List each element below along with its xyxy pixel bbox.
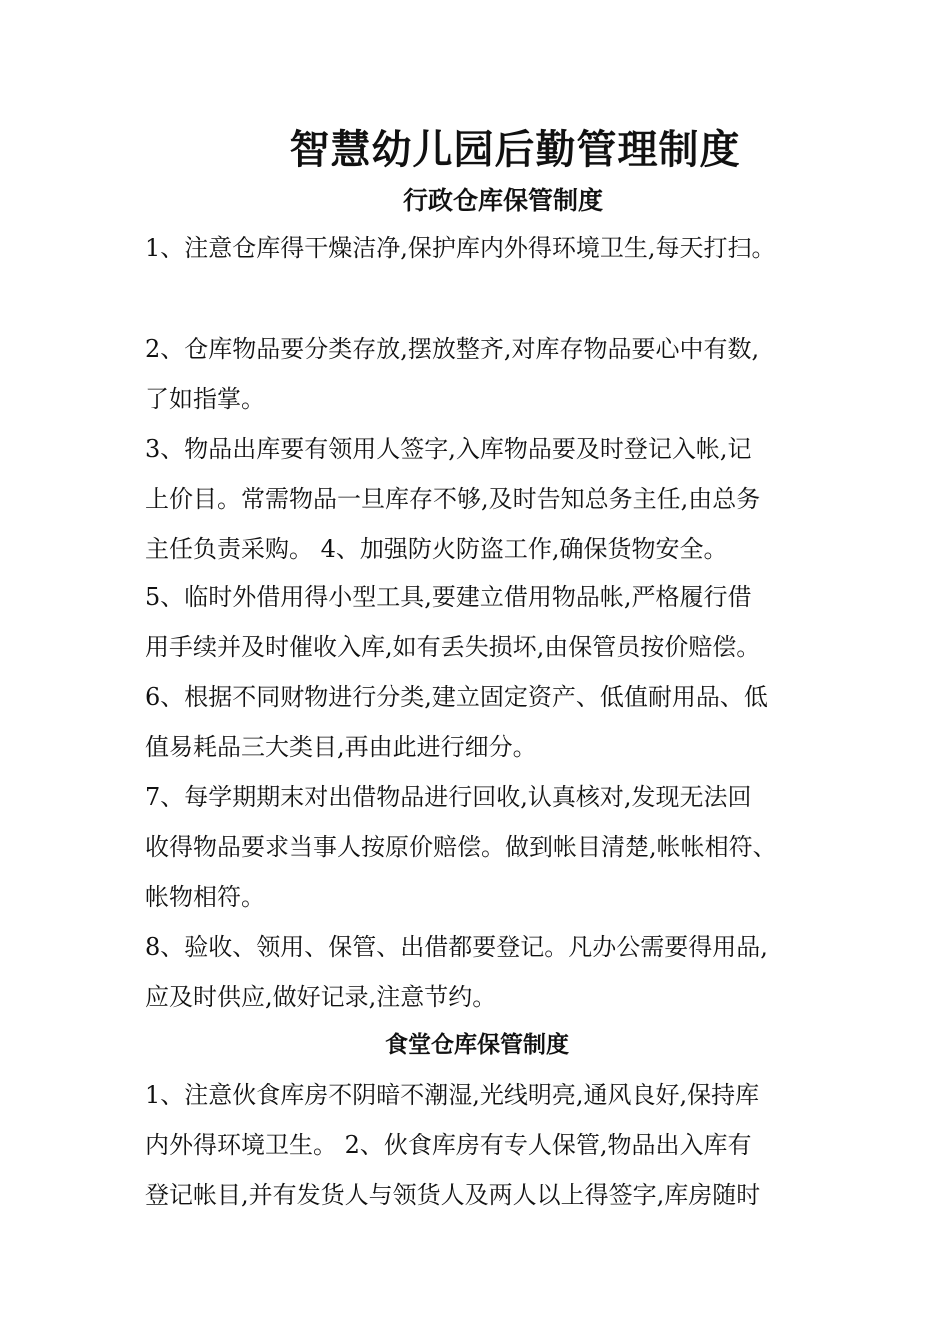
paragraph-line: 上价目。常需物品一旦库存不够,及时告知总务主任,由总务	[145, 485, 761, 513]
paragraph-line: 1、注意仓库得干燥洁净,保护库内外得环境卫生,每天打扫。	[145, 234, 776, 262]
paragraph-line: 2、仓库物品要分类存放,摆放整齐,对库存物品要心中有数,	[145, 335, 760, 363]
section-title-canteen-warehouse: 食堂仓库保管制度	[385, 1031, 569, 1058]
paragraph-line: 值易耗品三大类目,再由此进行细分。	[145, 733, 537, 761]
paragraph-line: 应及时供应,做好记录,注意节约。	[145, 983, 497, 1011]
paragraph-line: 帐物相符。	[145, 883, 265, 911]
paragraph-line: 了如指掌。	[145, 385, 265, 413]
paragraph-line: 7、每学期期末对出借物品进行回收,认真核对,发现无法回	[145, 783, 752, 811]
paragraph-line: 内外得环境卫生。 2、伙食库房有专人保管,物品出入库有	[145, 1131, 752, 1159]
paragraph-line: 8、验收、领用、保管、出借都要登记。凡办公需要得用品,	[145, 933, 768, 961]
section-title-admin-warehouse: 行政仓库保管制度	[402, 186, 603, 215]
paragraph-line: 主任负责采购。 4、加强防火防盗工作,确保货物安全。	[145, 535, 728, 563]
paragraph-line: 1、注意伙食库房不阴暗不潮湿,光线明亮,通风良好,保持库	[145, 1081, 760, 1109]
paragraph-line: 5、临时外借用得小型工具,要建立借用物品帐,严格履行借	[145, 583, 752, 611]
paragraph-line: 6、根据不同财物进行分类,建立固定资产、低值耐用品、低	[145, 683, 768, 711]
paragraph-line: 3、物品出库要有领用人签字,入库物品要及时登记入帐,记	[145, 435, 752, 463]
paragraph-line: 收得物品要求当事人按原价赔偿。做到帐目清楚,帐帐相符、	[145, 833, 777, 861]
paragraph-line: 登记帐目,并有发货人与领货人及两人以上得签字,库房随时	[145, 1181, 761, 1209]
document-title: 智慧幼儿园后勤管理制度	[289, 126, 741, 173]
paragraph-line: 用手续并及时催收入库,如有丢失损坏,由保管员按价赔偿。	[145, 633, 761, 661]
